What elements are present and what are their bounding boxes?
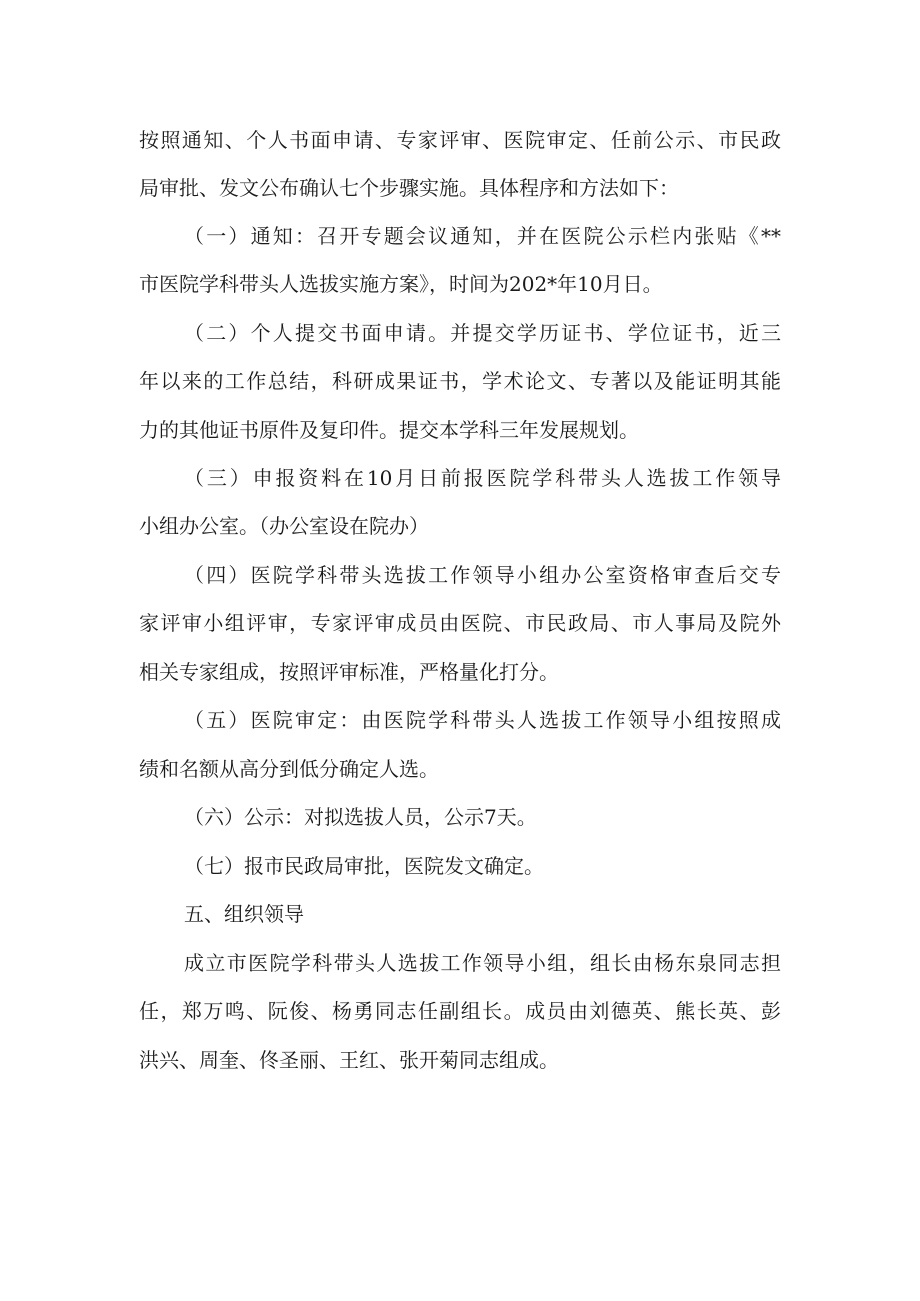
step-5-line-1: （五）医院审定：由医院学科带头人选拔工作领导小组按照成 [184,708,781,732]
step-4-line-3: 相关专家组成，按照评审标准，严格量化打分。 [139,660,559,684]
step-2-line-3: 力的其他证书原件及复印件。提交本学科三年发展规划。 [139,418,639,442]
step-2-line-1: （二）个人提交书面申请。并提交学历证书、学位证书，近三 [184,321,781,345]
leadership-line-1: 成立市医院学科带头人选拔工作领导小组，组长由杨东泉同志担 [184,951,781,975]
step-4-line-1: （四）医院学科带头选拔工作领导小组办公室资格审查后交专 [184,563,781,587]
intro-line-1: 按照通知、个人书面申请、专家评审、医院审定、任前公示、市民政 [139,128,781,152]
step-4-line-2: 家评审小组评审，专家评审成员由医院、市民政局、市人事局及院外 [139,611,781,635]
step-1-line-1: （一）通知：召开专题会议通知，并在医院公示栏内张贴《** [184,224,781,248]
step-5-line-2: 绩和名额从高分到低分确定人选。 [139,757,439,781]
step-1-line-2: 市医院学科带头人选拔实施方案》，时间为202*年10月日。 [139,272,663,296]
leadership-line-2: 任，郑万鸣、阮俊、杨勇同志任副组长。成员由刘德英、熊长英、彭 [139,999,781,1023]
step-6-line-1: （六）公示：对拟选拔人员，公示7天。 [184,805,537,829]
step-2-line-2: 年以来的工作总结，科研成果证书，学术论文、专著以及能证明其能 [139,369,781,393]
step-7-line-1: （七）报市民政局审批，医院发文确定。 [184,854,544,878]
step-3-line-2: 小组办公室。（办公室设在院办） [139,514,429,538]
intro-line-2: 局审批、发文公布确认七个步骤实施。具体程序和方法如下： [139,176,679,200]
section-heading-organization: 五、组织领导 [184,902,304,926]
step-3-line-1: （三）申报资料在10月日前报医院学科带头人选拔工作领导 [184,466,781,490]
leadership-line-3: 洪兴、周奎、佟圣丽、王红、张开菊同志组成。 [139,1048,559,1072]
